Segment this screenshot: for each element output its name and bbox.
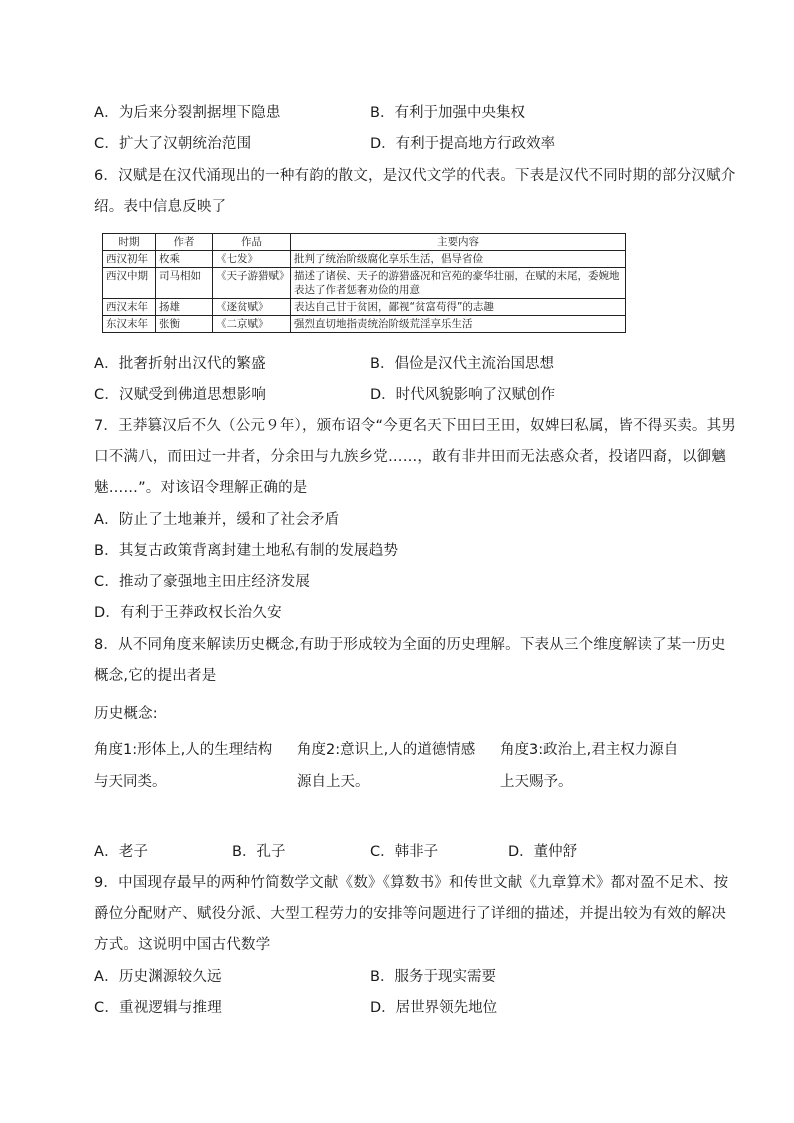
q9-option-b: B．服务于现实需要 [370, 969, 496, 985]
dimension-line: 与天同类。 [94, 774, 167, 790]
table-header-cell: 作者 [156, 234, 213, 251]
table-cell: 《七发》 [213, 251, 291, 268]
q9-option-d: D．居世界领先地位 [370, 1000, 498, 1016]
table-cell: 《天子游猎赋》 [213, 268, 291, 299]
q6-table [102, 233, 626, 333]
q6-option-d: D．时代风貌影响了汉赋创作 [370, 387, 556, 403]
q6-stem-line1: 6．汉赋是在汉代涌现出的一种有韵的散文，是汉代文学的代表。下表是汉代不同时期的部分汉赋介 [94, 168, 736, 184]
table-row [103, 316, 626, 333]
q8-concept-label: 历史概念: [94, 706, 158, 722]
table-cell: 西汉中期 [103, 268, 156, 299]
table-cell: 《逐贫赋》 [213, 299, 291, 316]
q8-dimension-1 [94, 734, 272, 798]
table-cell: 东汉末年 [103, 316, 156, 333]
q7-stem-line2: 口不满八，而田过一井者，分余田与九族乡党……，敢有非井田而无法惑众者，投诸四裔，以御魑 [94, 449, 727, 465]
table-cell: 批判了统治阶级腐化享乐生活，倡导省俭 [291, 251, 626, 268]
table-cell: 司马相如 [156, 268, 213, 299]
q8-option-d: D．董仲舒 [508, 844, 578, 860]
q9-option-c: C．重视逻辑与推理 [94, 1000, 222, 1016]
dimension-line: 角度1:形体上,人的生理结构 [94, 742, 273, 758]
q8-stem-line2: 概念,它的提出者是 [94, 668, 217, 684]
table-header-cell: 主要内容 [291, 234, 626, 251]
table-cell: 西汉初年 [103, 251, 156, 268]
q5-option-a: A．为后来分裂割据埋下隐患 [94, 105, 281, 121]
dimension-line: 角度3:政治上,君主权力源自 [500, 742, 679, 758]
q8-option-b: B．孔子 [232, 844, 286, 860]
table-cell: 描述了诸侯、天子的游猎盛况和宫苑的豪华壮丽，在赋的末尾，委婉地表达了作者惩奢劝俭的用意 [291, 268, 626, 299]
q9-stem-line1: 9．中国现存最早的两种竹简数学文献《数》《算数书》和传世文献《九章算术》都对盈不足术、按 [94, 875, 729, 891]
q5-option-d: D．有利于提高地方行政效率 [370, 136, 556, 152]
q9-stem-line3: 方式。这说明中国古代数学 [94, 937, 271, 953]
q5-option-b: B．有利于加强中央集权 [370, 105, 525, 121]
q8-option-c: C．韩非子 [370, 844, 439, 860]
table-cell: 强烈直切地指责统治阶级荒淫享乐生活 [291, 316, 626, 333]
q7-option-b: B．其复古政策背离封建土地私有制的发展趋势 [94, 543, 399, 559]
table-cell: 张衡 [156, 316, 213, 333]
q7-option-d: D．有利于王莽政权长治久安 [94, 605, 282, 621]
q6-option-b: B．倡俭是汉代主流治国思想 [370, 356, 554, 372]
q7-option-a: A．防止了土地兼并，缓和了社会矛盾 [94, 512, 340, 528]
q6-option-c: C．汉赋受到佛道思想影响 [94, 387, 267, 403]
table-cell: 表达自己甘于贫困，鄙视“贫富苟得”的志趣 [291, 299, 626, 316]
q8-dimension-3 [500, 734, 678, 798]
dimension-line: 上天赐予。 [500, 774, 573, 790]
table-cell: 西汉末年 [103, 299, 156, 316]
q7-stem-line1: 7．王莽篡汉后不久（公元９年），颁布诏令“今更名天下田曰王田，奴婢曰私属，皆不得买卖。其男 [94, 418, 736, 434]
table-row [103, 251, 626, 268]
table-header-cell: 时期 [103, 234, 156, 251]
dimension-line: 源自上天。 [297, 774, 370, 790]
table-cell: 《二京赋》 [213, 316, 291, 333]
table-cell: 枚乘 [156, 251, 213, 268]
table-cell: 扬雄 [156, 299, 213, 316]
q6-stem-line2: 绍。表中信息反映了 [94, 199, 227, 215]
q7-option-c: C．推动了豪强地主田庄经济发展 [94, 574, 311, 590]
q8-option-a: A．老子 [94, 844, 149, 860]
q8-dimension-2 [297, 734, 475, 798]
table-row [103, 268, 626, 299]
q6-option-a: A．批奢折射出汉代的繁盛 [94, 356, 266, 372]
table-row [103, 299, 626, 316]
table-header-cell: 作品 [213, 234, 291, 251]
dimension-line: 角度2:意识上,人的道德情感 [297, 742, 476, 758]
q5-option-c: C．扩大了汉朝统治范围 [94, 136, 252, 152]
q9-option-a: A．历史渊源较久远 [94, 969, 222, 985]
q9-stem-line2: 爵位分配财产、赋役分派、大型工程劳力的安排等问题进行了详细的描述，并提出较为有效的解决 [94, 906, 727, 922]
q8-stem-line1: 8．从不同角度来解读历史概念,有助于形成较为全面的历史理解。下表从三个维度解读了某一历史 [94, 637, 726, 653]
table-header-row [103, 234, 626, 251]
q7-stem-line3: 魅……”。对该诏令理解正确的是 [94, 480, 308, 496]
